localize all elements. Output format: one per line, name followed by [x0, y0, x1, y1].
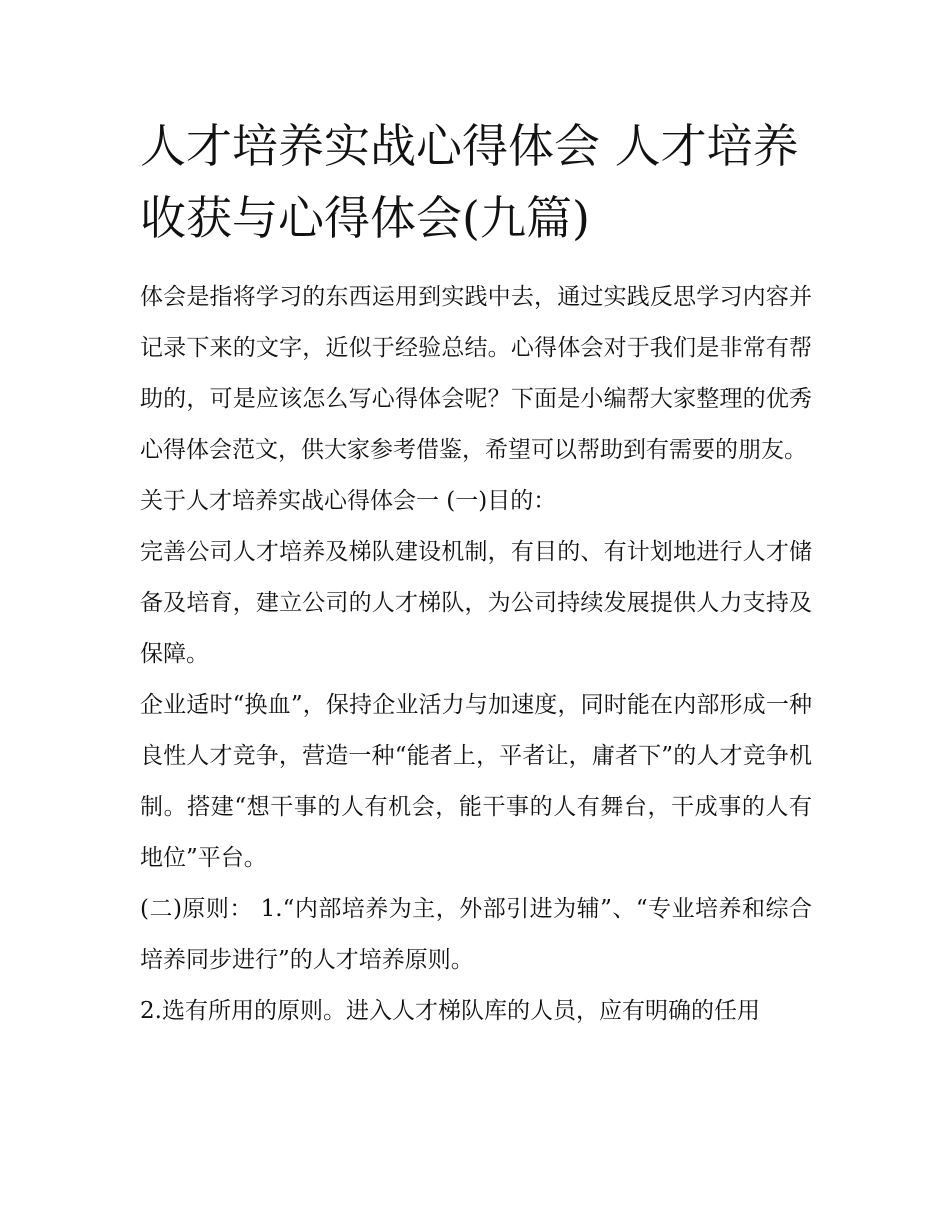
document-title: 人才培养实战心得体会 人才培养收获与心得体会(九篇)	[140, 119, 799, 245]
paragraph-purpose-2: 企业适时“换血”，保持企业活力与加速度，同时能在内部形成一种良性人才竞争，营造一种“能者上，平者让，庸者下”的人才竞争机制。搭建“想干事的人有机会，能干事的人有舞台，干成事的人有地位”平台。	[140, 692, 812, 871]
paragraph-purpose-1: 完善公司人才培养及梯队建设机制，有目的、有计划地进行人才储备及培育，建立公司的人才梯队，为公司持续发展提供人力支持及保障。	[140, 539, 812, 667]
paragraph-intro: 体会是指将学习的东西运用到实践中去，通过实践反思学习内容并记录下来的文字，近似于经验总结。心得体会对于我们是非常有帮助的，可是应该怎么写心得体会呢？下面是小编帮大家整理的优秀心得体会范文，供大家参考借鉴，希望可以帮助到有需要的朋友。	[140, 284, 812, 463]
document-page	[140, 110, 812, 1037]
paragraph-section-heading: 关于人才培养实战心得体会一 (一)目的：	[140, 488, 557, 514]
paragraph-principle-2: 2.选有所用的原则。进入人才梯队库的人员，应有明确的任用	[140, 998, 760, 1024]
paragraph-principle-1: (二)原则： 1.“内部培养为主，外部引进为辅”、“专业培养和综合培养同步进行”的人才培养原则。	[140, 896, 812, 973]
